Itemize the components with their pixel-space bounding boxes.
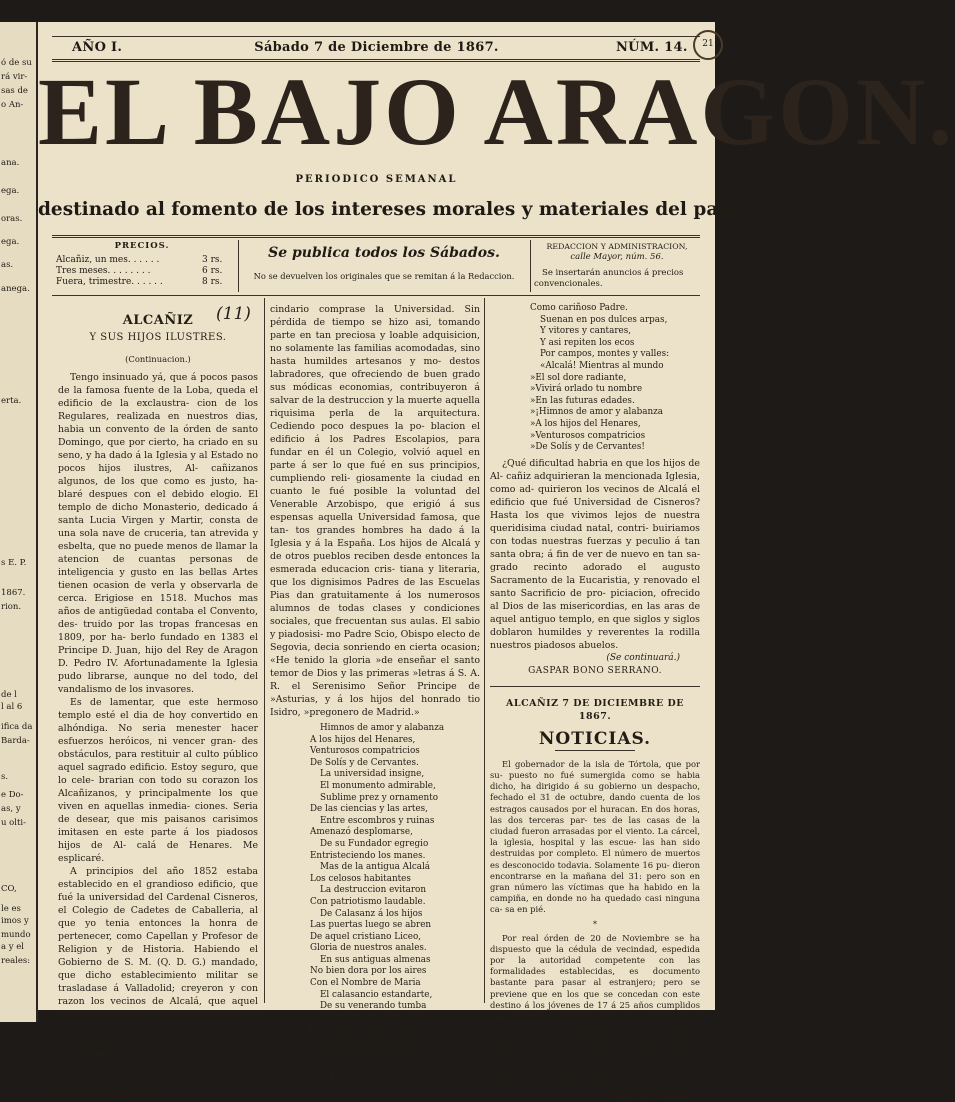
poem-line: Por campos, montes y valles: — [540, 349, 670, 360]
column-1 — [58, 304, 258, 1099]
poem-line: A la poblacion bendijo, — [310, 1070, 412, 1081]
adjacent-page-fragment: rion. — [1, 602, 22, 612]
issue-number: NÚM. 14. — [616, 40, 688, 55]
poem-line: A los hijos del Henares, — [310, 734, 416, 745]
news-item-2: Por real órden de 20 de Noviembre se ha dispuesto que la cédula de vecindad, espedida por la autoridad competente con las formalidades establecidas, es documento bastante para pasar al estranjero; pero se previene que en los que se concedan con este destino á los jóvenes de 17 á 25 años cumplidos sea requisito indispensable que certifique al dorso de la misma cédula por la autoridad que se espidiere, que el interesado ha consignado el depósito de 800 es- cudos, ó prestado la fianza suficiente para responder de la suerte que pueda tocarle en el reemplazo del Ejército, ó que esté exento de toda responsabilidad. — [490, 932, 700, 1089]
adjacent-page-fragment: as. — [1, 260, 14, 270]
info-bar — [52, 238, 700, 294]
handwritten-annotation: (11) — [216, 304, 251, 324]
continued-note: (Se continuará.) — [606, 652, 680, 663]
price-label: Tres meses. . . . . . . . — [56, 266, 151, 276]
newspaper-page — [38, 22, 955, 1101]
adjacent-page-fragment: le es — [1, 904, 21, 914]
poem-line: Entre escombros y ruinas — [320, 815, 435, 826]
article-title: ALCAÑIZ — [122, 313, 194, 328]
article-paragraph: Es de lamentar, que este hermoso templo esté el dia de hoy convertido en alhóndiga. No seria menester hacer esfuerzos heróicos, ni vencer gran- des obstáculos, para restituir al culto público aquel sagrado edificio. Estoy seguro, que lo cele- brarian con todo su corazon los Alcañizanos, y principalmente los que viven en aquellas inmedia- ciones. Seria de desear, que mis paisanos carisimos imitasen en este parte á los piadosos hijos de Al- calá de Henares. Me esplicaré. — [58, 697, 258, 865]
continuation-note: (Continuacion.) — [125, 354, 191, 364]
adjacent-page-edge — [0, 22, 38, 1022]
poem-line: Y asi repiten los ecos — [540, 337, 635, 348]
adjacent-page-fragment: de l — [1, 690, 17, 700]
poem-line: De las ciencias y las artes, — [310, 804, 428, 815]
poem-line: Gloria de nuestros anales. — [310, 943, 427, 954]
poem-line: »Venturosos compatricios — [530, 430, 646, 441]
price-value: 8 rs. — [202, 277, 223, 287]
news-heading: NOTICIAS. — [538, 728, 652, 749]
poem-line: «Alcalá! Mientras al mundo — [540, 360, 664, 371]
office-address-label: REDACCION Y ADMINISTRACION, — [546, 242, 688, 251]
poem-line: El monumento admirable, — [320, 780, 436, 791]
article-paragraph: ¿Qué dificultad habria en que los hijos de Al- cañiz adquirieran la mencionada Iglesia, como ad- quirieron los vecinos de Alcalá el edificio que fué Universidad de Cisneros? Hasta los que vivimos lejos de nuestra queridisima ciudad natal, contri- buiriamos con todas nuestras fuerzas y peculio á tan santa obra; á fin de ver de nuevo en tan sa- grado recinto adorado el augusto Sacramento de la Eucaristia, y renovado el santo Sacrificio de pro- piciacion, ofrecido al Dios de las misericordias, en las aras de aquel antiguo templo, en que siglos y siglos doblaron humildes y reverentes la rodilla nuestros piadosos abuelos. — [490, 457, 700, 651]
poem-line: De aquel cristiano Liceo, — [310, 931, 422, 942]
article-paragraph: Tengo insinuado yá, que á pocos pasos de la famosa fuente de la Loba, queda el edificio de la exclaustra- cion de los Regulares, realizada en nuestros dias, habia un convento de la órden de santo Domingo, que por cierto, ha criado en su seno, y ha dado á la Iglesia y al Estado no pocos hijos ilustres, Al- cañizanos algunos, de los que como es justo, ha- blaré despues con el debido elogio. El templo de dicho Monasterio, dedicado á santa Lucia Virgen y Martir, consta de una sola nave de cruceria, tan atrevida y esbelta, que no puede menos de llamar la atencion de cuantas personas de inteligencia y gusto en las bellas Artes tienen ocasion de verla y observarla de cerca. Erigiose en 1518. Muchos mas años de antigüedad contaba el Convento, des- truido por las tropas francesas en 1809, por ha- berlo fundado en 1383 el Principe D. Juan, hijo del Rey de Aragon D. Pedro IV. Afortunadamente la Iglesia pudo librarse, aunque no del todo, del vandalismo de los invasores. — [58, 372, 258, 696]
price-value: 6 rs. — [202, 266, 223, 276]
poem-line: »Vivirá orlado tu nombre — [530, 384, 643, 395]
poem-line: Sublime prez y ornamento — [320, 792, 438, 803]
poem-part-2 — [490, 303, 700, 454]
poem-line: La frente alzó venerable, — [320, 1012, 432, 1023]
adjacent-page-fragment: ifica da — [1, 722, 33, 732]
issue-date: Sábado 7 de Diciembre de 1867. — [254, 40, 499, 55]
adjacent-page-fragment: ega. — [1, 237, 20, 247]
adjacent-page-fragment: rá vir- — [1, 72, 28, 82]
adjacent-page-fragment: ana. — [1, 158, 20, 168]
originals-note: No se devuelven los originales que se remitan á la Redaccion. — [253, 271, 515, 281]
prices-heading: PRECIOS. — [114, 241, 170, 251]
adjacent-page-fragment: reales: — [1, 956, 31, 966]
adjacent-page-fragment: a y el — [1, 942, 25, 952]
article-author: GASPAR BONO SERRANO. — [528, 665, 662, 676]
poem-line: De Solís y de Cervantes. — [310, 757, 419, 768]
poem-part-1 — [270, 723, 480, 1082]
adjacent-page-fragment: ega. — [1, 186, 20, 196]
adjacent-page-fragment: as, y — [1, 804, 21, 814]
price-value: 3 rs. — [202, 255, 223, 265]
poem-line: »De Solís y de Cervantes! — [530, 442, 645, 453]
poem-line: La destruccion evitaron — [320, 885, 427, 896]
adjacent-page-fragment: imos y — [1, 916, 29, 926]
column-3: Como cariñoso Padre. Suenan en pos dulces arpas, Y vitores y cantares, Y asi repiten los ecos Por campos, montes y valles: «Alcalá! Mientras al mundo »El sol dore radiante, »Vivirá orlado tu nombre »En las futuras edades. »¡Himnos de amor y alabanza »A los hijos del Henares, »Venturosos compatricios »De Solís y de Cervantes! ¿Qué dificultad habria en que los hijos de Al- cañiz adquirieran la mencionada Iglesia, como ad- quirieron los vecinos de Alcalá el edificio que fué Universidad de Cisneros? Hasta los que vivimos lejos de nuestra queridisima ciudad natal, contri- buiriamos con todas nuestras fuerzas y peculio á tan santa obra; á fin de ver de nuevo en tan sa- grado recinto adorado el augusto Sacramento de la Eucaristia, y renovado el santo Sacrificio de pro- piciacion, ofrecido al Dios de las misericordias, en las aras de aquel antiguo templo, en que siglos y siglos doblaron humildes y reverentes la rodilla nuestros piadosos abuelos. (Se continuará.) GASPAR BONO SERRANO. ALCAÑIZ 7 DE DICIEMBRE DE 1867. NOTICIAS. El gobernador de la isla de Tórtola, que por su- puesto no fué sumergida como se habia dicho, ha dirigido á su gobierno un despacho, fechado el 31 de octubre, dando cuenta de los estragos causados por el huracan. En dos horas, las dos terceras par- tes de las casas de la ciudad fueron arrasadas por el viento. La cárcel, la iglesia, hospital y las escue- las han sido destruidas por completo. El número de muertos es desconocido todavia. Solamente 16 pu- dieron encontrarse en la mañana del 31: pero son en gran número las víctimas que ha habido en la campiña, en donde no ha quedado casi ninguna ca- sa en pié. * Por real órden de 20 de Noviembre se ha dispuesto que la cédula de vecindad, espedida por la autoridad competente con las formalidades establecidas, es documento bastante para pasar al estranjero; pero se previene que en los que se concedan con este destino á los jóvenes de 17 á 25 años cumplidos sea requisito indispensable que certifique al dorso de la misma cédula por la autoridad que se espidiere, que el interesado ha consignado el depósito de 800 es- cudos, ó prestado la fianza suficiente para responder de la suerte que pueda tocarle en el reemplazo del Ejército, ó que esté exento de toda responsabilidad. (Lloyd de España.) — [490, 303, 700, 1101]
article-paragraph: cindario comprase la Universidad. Sin pérdida de tiempo se hizo asi, tomando parte en tan preciosa y loable adquisicion, no solamente las familias acomodadas, sino hasta humildes artesanos y mo- destos labradores, que ofreciendo de buen grado sus módicas economias, contribuyeron á salvar de la destruccion y la muerte aquella riquisima perla de la arquitectura. Cediendo poco despues la po- blacion el edificio á los Padres Escolapios, para fundar en él un Colegio, volvió aquel en parte á ser lo que fué en sus principios, cumpliendo reli- giosamente la ciudad en cuanto le fué posible la voluntad del Venerable Arzobispo, que erigió á sus espensas aquella Universidad famosa, que tan- tos grandes hombres ha dado á la Iglesia y á la España. Los hijos de Alcalá y de otros pueblos reciben desde entonces la esmerada educacion cris- tiana y literaria, que los dignisimos Padres de las Escuelas Pias dan gratuitamente á los numerosos alumnos de todas clases y condiciones sociales, que frecuentan sus aulas. El sabio y piadosisi- mo Padre Scio, Obispo electo de Segovia, decia sonriendo en cierta ocasion; «He tenido la gloria »de enseñar el santo temor de Dios y las primeras »letras á S. A. R. el Serenisimo Señor Principe de »Asturias, y á los hijos del honrado tio Isidro, »pregonero de Madrid.» — [270, 304, 480, 718]
poem-line: No bien dora por los aires — [310, 966, 427, 977]
poem-line: Como cariñoso Padre. — [530, 303, 628, 313]
adjacent-page-fragment: s. — [1, 772, 9, 782]
ads-note-line1: Se insertarán anuncios á precios — [542, 268, 684, 278]
poem-line: Y vitores y cantares, — [540, 326, 632, 337]
poem-line: De su venerando tumba — [320, 1001, 427, 1012]
poem-line: »En las futuras edades. — [530, 395, 635, 406]
poem-line: La universidad insigne, — [320, 769, 425, 780]
poem-line: El calasancio estandarte, — [320, 989, 433, 1000]
poem-line: De eternos lauros ceñida, — [310, 1024, 425, 1035]
price-label: Fuera, trimestre. . . . . . — [56, 277, 163, 287]
adjacent-page-fragment: Barda- — [1, 736, 30, 746]
masthead-title: EL BAJO ARAGON. — [38, 58, 955, 165]
adjacent-page-fragment: ó de su — [1, 58, 32, 68]
library-stamp: 21 — [693, 30, 723, 60]
masthead-tagline: destinado al fomento de los intereses morales y materiales del país. — [38, 199, 743, 220]
news-dateline: ALCAÑIZ 7 DE DICIEMBRE DE 1867. — [506, 697, 684, 722]
adjacent-page-fragment: anega. — [1, 284, 30, 294]
poem-line: Con el Nombre de Maria — [310, 978, 421, 989]
masthead-subtitle: PERIODICO SEMANAL — [295, 174, 458, 185]
poem-line: Entristeciendo los manes. — [310, 850, 426, 861]
poem-line: Venturosos compatricios — [310, 746, 420, 757]
office-address: calle Mayor, núm. 56. — [570, 252, 664, 262]
poem-line: De su Fundador egregio — [320, 838, 429, 849]
adjacent-page-fragment: l al 6 — [1, 702, 23, 712]
poem-line: Las puertas luego se abren — [310, 920, 432, 931]
poem-line: Amenazó desplomarse, — [310, 827, 413, 838]
article-subtitle: Y SUS HIJOS ILUSTRES. — [89, 332, 227, 343]
poem-line: Los celosos habitantes — [310, 873, 411, 884]
poem-line: Y con sonrisa inefable — [310, 1059, 409, 1070]
poem-line: En sus antiguas almenas — [320, 954, 431, 965]
poem-line: »A los hijos del Henares, — [530, 418, 641, 429]
adjacent-page-fragment: CO, — [1, 884, 17, 894]
article-paragraph: A principios del año 1852 estaba establecido en el grandioso edificio, que fué la universidad del Cardenal Cisneros, el Colegio de Cadetes de Caballeria, al que yo tenia entonces la honra de pertenecer, como Capellan y Profesor de Religion y de Historia. Habiendo el Gobierno de S. M. (Q. D. G.) mandado, que dicho establecimiento militar se trasladase á Valladolid; creyeron y con razon los vecinos de Alcalá, que aquel magnifico edificio se arruinaria dentro de pocos años, sino lo habitaba y cuidaba de él alguna Corporacion, ó personas particulares. A fin de evitar una ruina, se reunieron las Autoridades y vecinos influyentes de la ciudad y resolvieron unánimes, que el ve- — [58, 866, 258, 1099]
adjacent-page-fragment: oras. — [1, 214, 23, 224]
adjacent-page-fragment: 1867. — [1, 588, 26, 598]
adjacent-page-fragment: erta. — [1, 396, 22, 406]
news-source: (Lloyd de España.) — [610, 1090, 692, 1101]
publication-schedule: Se publica todos los Sábados. — [268, 245, 500, 261]
adjacent-page-fragment: u olti- — [1, 818, 27, 828]
poem-line: Mas de la antigua Alcalá — [320, 862, 431, 873]
adjacent-page-fragment: mundo — [1, 930, 31, 940]
price-label: Alcañiz, un mes. . . . . . — [56, 255, 160, 265]
adjacent-page-fragment: sas de — [1, 86, 28, 96]
issue-year: AÑO I. — [72, 40, 123, 55]
poem-line: Mas que el Héspero brillantes, — [310, 1036, 448, 1047]
poem-line: De Calasanz á los hijos — [320, 908, 423, 919]
ads-note-line2: convencionales. — [534, 279, 603, 289]
news-item-1: El gobernador de la isla de Tórtola, que por su- puesto no fué sumergida como se habia dicho, ha dirigido á su gobierno un despacho, fechado el 31 de octubre, dando cuenta de los estragos causados por el huracan. En dos horas, las dos terceras par- tes de las casas de la ciudad fueron arrasadas por el viento. La cárcel, la iglesia, hospital y las escue- las han sido destruidas por completo. El número de muertos es desconocido todavia. Solamente 16 pu- dieron encontrarse en la mañana del 31: pero son en gran número las víctimas que ha habido en la campiña, en donde no ha quedado casi ninguna ca- sa en pié. — [490, 758, 700, 915]
adjacent-page-fragment: e Do- — [1, 790, 24, 800]
poem-line: Con patriotismo laudable. — [310, 896, 426, 907]
poem-line: Suenan en pos dulces arpas, — [540, 314, 668, 325]
adjacent-page-fragment: s E. P. — [1, 558, 27, 568]
poem-line: »¡Himnos de amor y alabanza — [530, 407, 664, 418]
column-2 — [270, 303, 480, 1082]
adjacent-page-fragment: o An- — [1, 100, 24, 110]
poem-line: Himnos de amor y alabanza — [320, 723, 445, 733]
poem-line: »El sol dore radiante, — [530, 372, 627, 383]
poem-line: El respetable Cisneros; — [320, 1047, 424, 1058]
